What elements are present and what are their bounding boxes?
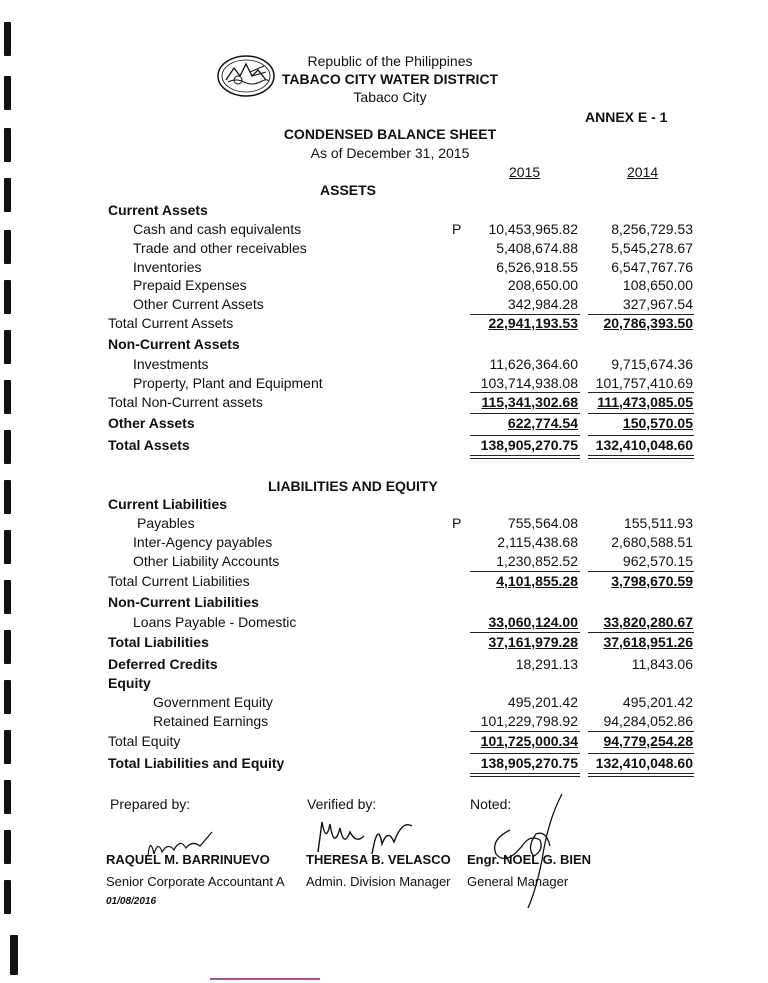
row-label: Total Equity — [108, 733, 181, 749]
value-2014: 327,967.54 — [622, 296, 693, 312]
rule — [470, 413, 580, 414]
rule — [470, 392, 580, 393]
preparer-title: Senior Corporate Accountant A — [106, 874, 285, 889]
double-rule — [588, 776, 694, 777]
agency-name: TABACO CITY WATER DISTRICT — [281, 71, 499, 87]
noncurrent-liabilities-heading: Non-Current Liabilities — [108, 594, 259, 610]
double-rule — [470, 776, 580, 777]
equity-heading: Equity — [108, 675, 151, 691]
row-label: Total Liabilities and Equity — [108, 755, 285, 771]
noter-title: General Manager — [467, 874, 569, 889]
value-2015: 103,714,938.08 — [480, 375, 578, 391]
value-2015: 208,650.00 — [507, 277, 578, 293]
year-2014-header: 2014 — [627, 164, 659, 180]
verifier-title: Admin. Division Manager — [306, 874, 451, 889]
double-rule — [470, 773, 580, 774]
double-rule — [588, 455, 694, 456]
city-line: Tabaco City — [353, 89, 427, 105]
rule — [470, 753, 580, 754]
row-label: Total Current Liabilities — [108, 573, 250, 589]
value-2014: 495,201.42 — [622, 694, 693, 710]
value-2015: 10,453,965.82 — [488, 221, 578, 237]
value-2015: 622,774.54 — [507, 415, 578, 431]
value-2014: 132,410,048.60 — [595, 437, 693, 453]
value-2014: 8,256,729.53 — [611, 221, 693, 237]
value-2014: 94,284,052.86 — [603, 713, 693, 729]
value-2015: 495,201.42 — [507, 694, 578, 710]
value-2015: 101,229,798.92 — [480, 713, 578, 729]
value-2015: 342,984.28 — [507, 296, 578, 312]
value-2014: 94,779,254.28 — [603, 733, 693, 749]
rule — [588, 731, 694, 732]
value-2015: 1,230,852.52 — [496, 553, 578, 569]
rule — [470, 731, 580, 732]
value-2015: 2,115,438.68 — [497, 534, 578, 550]
row-label: Payables — [137, 515, 195, 531]
row-label: Total Non-Current assets — [108, 394, 263, 410]
row-label: Investments — [133, 356, 209, 372]
prepared-caption: Prepared by: — [110, 796, 191, 812]
value-2015: 5,408,674.88 — [496, 240, 578, 256]
value-2015: 6,526,918.55 — [496, 259, 578, 275]
liabilities-heading: LIABILITIES AND EQUITY — [268, 478, 438, 494]
value-2015: 18,291.13 — [515, 656, 578, 672]
value-2014: 20,786,393.50 — [603, 315, 693, 331]
rule — [470, 571, 580, 572]
noter-name: Engr. NOEL G. BIEN — [467, 852, 592, 867]
value-2015: 33,060,124.00 — [488, 614, 578, 630]
value-2014: 962,570.15 — [622, 553, 693, 569]
value-2014: 2,680,588.51 — [611, 534, 693, 550]
peso-sign: P — [452, 515, 462, 531]
signature-noel — [470, 790, 580, 910]
prepared-date: 01/08/2016 — [106, 896, 157, 907]
current-assets-heading: Current Assets — [108, 202, 208, 218]
value-2014: 5,545,278.67 — [611, 240, 693, 256]
noted-caption: Noted: — [470, 796, 512, 812]
rule — [588, 435, 694, 436]
noncurrent-assets-heading: Non-Current Assets — [108, 336, 240, 352]
year-2015-header: 2015 — [509, 164, 541, 180]
value-2015: 755,564.08 — [507, 515, 578, 531]
value-2015: 4,101,855.28 — [496, 573, 578, 589]
value-2014: 101,757,410.69 — [595, 375, 693, 391]
row-label: Total Liabilities — [108, 634, 209, 650]
document-title: CONDENSED BALANCE SHEET — [283, 126, 497, 142]
value-2014: 3,798,670.59 — [611, 573, 693, 589]
row-label: Inter-Agency payables — [133, 534, 273, 550]
assets-heading: ASSETS — [320, 182, 377, 198]
row-label: Other Current Assets — [133, 296, 264, 312]
row-label: Total Assets — [108, 437, 190, 453]
row-label: Government Equity — [153, 694, 273, 710]
row-label: Deferred Credits — [108, 656, 218, 672]
verified-caption: Verified by: — [307, 796, 377, 812]
value-2014: 6,547,767.76 — [611, 259, 693, 275]
current-liabilities-heading: Current Liabilities — [108, 496, 228, 512]
row-label: Inventories — [133, 259, 202, 275]
row-label: Other Assets — [108, 415, 195, 431]
value-2014: 9,715,674.36 — [611, 356, 693, 372]
value-2014: 111,473,085.05 — [597, 394, 693, 410]
row-label: Cash and cash equivalents — [133, 221, 302, 237]
row-label: Loans Payable - Domestic — [133, 614, 297, 630]
double-rule — [470, 458, 580, 459]
rule — [470, 435, 580, 436]
value-2014: 132,410,048.60 — [595, 755, 693, 771]
double-rule — [588, 458, 694, 459]
row-label: Trade and other receivables — [133, 240, 307, 256]
value-2014: 150,570.05 — [622, 415, 693, 431]
value-2015: 11,626,364.60 — [489, 356, 578, 372]
rule — [588, 753, 694, 754]
value-2014: 37,618,951.26 — [603, 634, 693, 650]
rule — [588, 413, 694, 414]
value-2014: 108,650.00 — [622, 277, 693, 293]
verifier-name: THERESA B. VELASCO — [306, 852, 451, 867]
row-label: Retained Earnings — [153, 713, 269, 729]
row-label: Other Liability Accounts — [133, 553, 280, 569]
rule — [588, 571, 694, 572]
bottom-stripe — [210, 978, 320, 980]
value-2015: 22,941,193.53 — [488, 315, 578, 331]
as-of-date: As of December 31, 2015 — [310, 145, 470, 161]
rule — [470, 632, 580, 633]
value-2014: 11,843.06 — [631, 656, 693, 672]
row-label: Property, Plant and Equipment — [133, 375, 323, 391]
rule — [588, 392, 694, 393]
double-rule — [470, 455, 580, 456]
rule — [588, 632, 694, 633]
value-2015: 101,725,000.34 — [480, 733, 578, 749]
value-2015: 138,905,270.75 — [480, 755, 578, 771]
value-2015: 37,161,979.28 — [488, 634, 578, 650]
row-label: Total Current Assets — [108, 315, 234, 331]
value-2015: 115,341,302.68 — [481, 394, 578, 410]
value-2014: 33,820,280.67 — [603, 614, 693, 630]
value-2015: 138,905,270.75 — [480, 437, 578, 453]
row-label: Prepaid Expenses — [133, 277, 247, 293]
annex-label: ANNEX E - 1 — [585, 109, 668, 125]
double-rule — [588, 773, 694, 774]
preparer-name: RAQUEL M. BARRINUEVO — [106, 852, 270, 867]
peso-sign: P — [452, 221, 462, 237]
value-2014: 155,511.93 — [623, 515, 693, 531]
republic-line: Republic of the Philippines — [307, 53, 473, 69]
